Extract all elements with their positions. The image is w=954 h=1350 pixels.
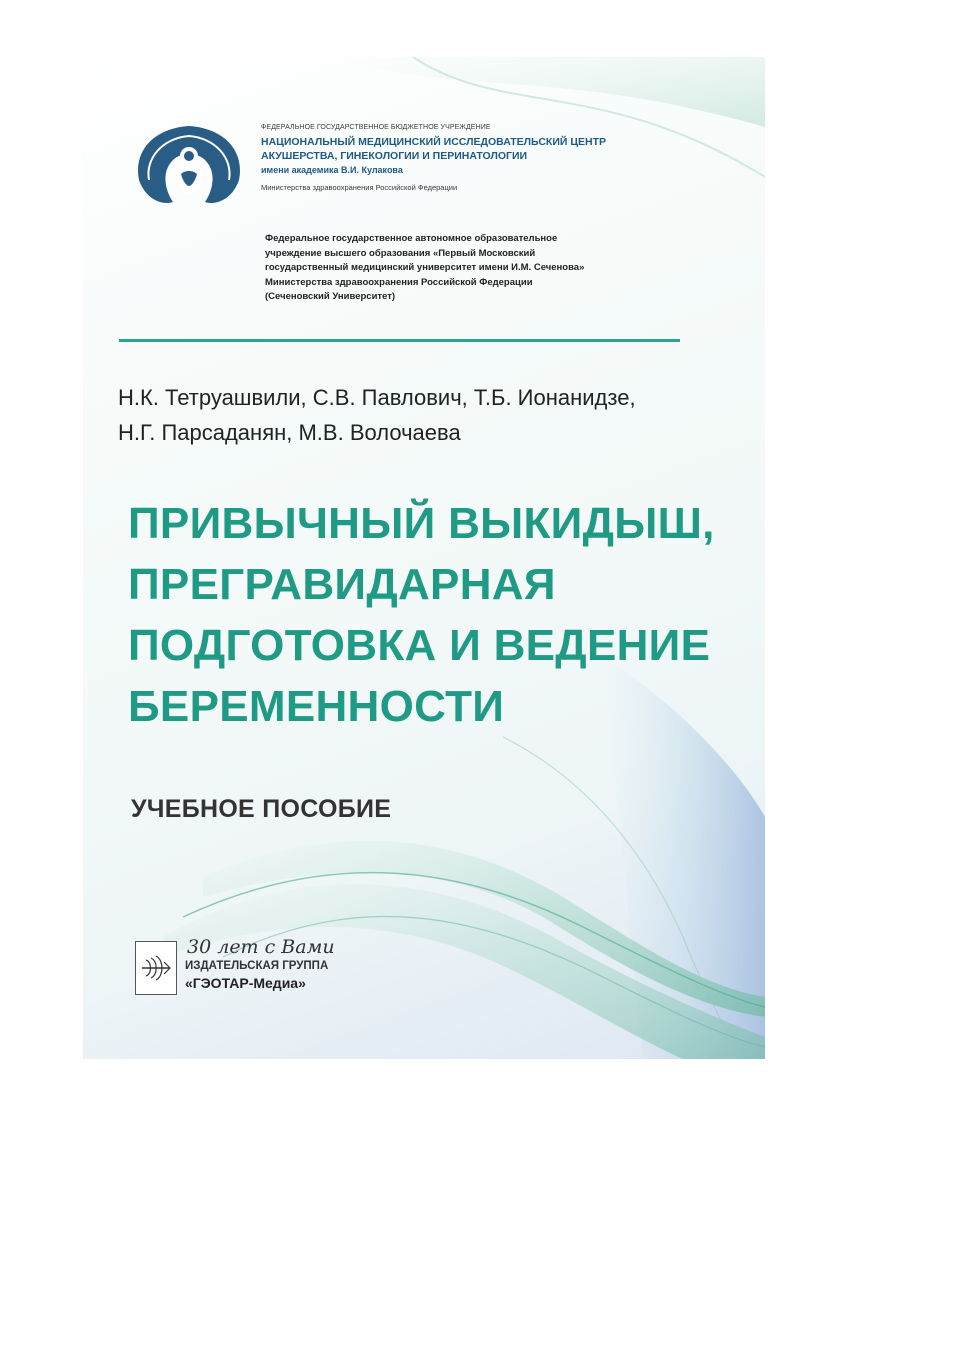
book-title-line: ПОДГОТОВКА И ВЕДЕНИЕ (128, 621, 711, 670)
institution-1-name: НАЦИОНАЛЬНЫЙ МЕДИЦИНСКИЙ ИССЛЕДОВАТЕЛЬСКИЙ ЦЕНТР (261, 136, 606, 148)
book-title-line: ПРИВЫЧНЫЙ ВЫКИДЫШ, (128, 499, 715, 548)
publisher-block (135, 936, 395, 996)
institution-2-line: учреждение высшего образования «Первый Московский (265, 247, 536, 259)
institution-1-ministry: Министерства здравоохранения Российской Федерации (261, 183, 458, 192)
institution-1-block (261, 119, 606, 195)
book-title (128, 493, 715, 737)
institution-2-line: Министерства здравоохранения Российской Федерации (265, 276, 533, 288)
book-cover (83, 57, 765, 1059)
book-subtitle: УЧЕБНОЕ ПОСОБИЕ (131, 795, 392, 823)
authors-line: Н.К. Тетруашвили, С.В. Павлович, Т.Б. Ионанидзе, (118, 385, 636, 410)
institution-2-line: (Сеченовский Университет) (265, 291, 396, 302)
institution-2-line: государственный медицинский университет имени И.М. Сеченова» (265, 262, 585, 273)
publisher-group: ИЗДАТЕЛЬСКАЯ ГРУППА (185, 960, 329, 972)
geotar-fish-icon (135, 941, 177, 995)
publisher-anniversary: 30 лет с Вами (187, 936, 335, 958)
institution-1-type: ФЕДЕРАЛЬНОЕ ГОСУДАРСТВЕННОЕ БЮДЖЕТНОЕ УЧРЕЖДЕНИЕ (261, 124, 491, 131)
authors-line: Н.Г. Парсаданян, М.В. Волочаева (118, 420, 461, 445)
institution-1-name-cont: АКУШЕРСТВА, ГИНЕКОЛОГИИ И ПЕРИНАТОЛОГИИ (261, 150, 528, 162)
divider-rule (119, 339, 680, 342)
institution-2-block (265, 232, 685, 305)
mother-child-emblem-icon (133, 120, 245, 210)
book-title-line: ПРЕГРАВИДАРНАЯ (128, 560, 556, 609)
book-title-line: БЕРЕМЕННОСТИ (128, 682, 505, 731)
publisher-name: «ГЭОТАР-Медиа» (185, 975, 306, 991)
institution-1-named-after: имени академика В.И. Кулакова (261, 165, 403, 175)
institution-2-line: Федеральное государственное автономное образовательное (265, 233, 558, 244)
top-wave (333, 57, 765, 127)
authors (118, 380, 636, 450)
